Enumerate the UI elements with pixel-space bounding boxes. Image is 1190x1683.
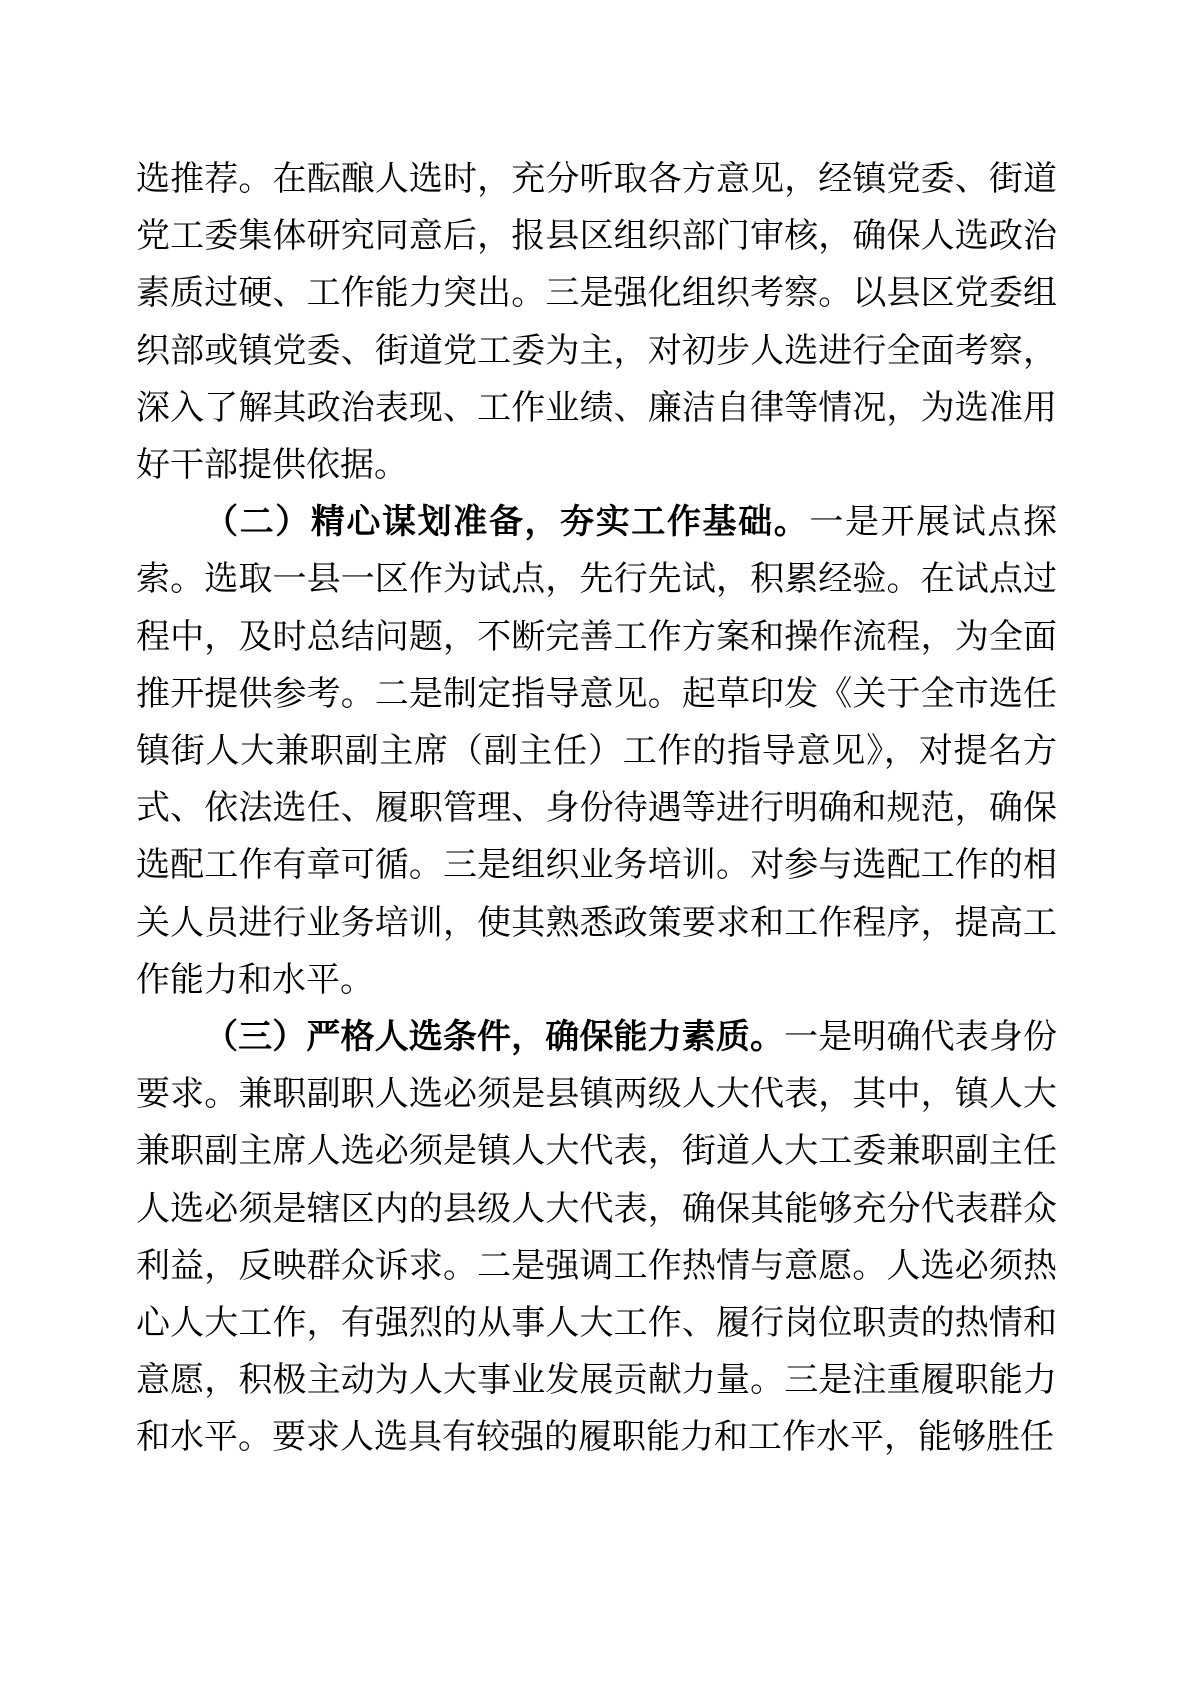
- section-2-heading: （二）精心谋划准备，夯实工作基础。: [204, 504, 810, 542]
- section-3-heading: （三）严格人选条件，确保能力素质。: [204, 1019, 785, 1057]
- paragraph-text: 选推荐。在酝酿人选时，充分听取各方意见，经镇党委、街道党工委集体研究同意后，报县区组织部门审核，确保人选政治素质过硬、工作能力突出。三是强化组织考察。以县区党委组织部或镇党委、街道党工委为主，对初步人选进行全面考察，深入了解其政治表现、工作业绩、廉洁自律等情况，为选准用好干部提供依据。: [136, 161, 1057, 485]
- paragraph-text: 一是明确代表身份要求。兼职副职人选必须是县镇两级人大代表，其中，镇人大兼职副主席人选必须是镇人大代表，街道人大工委兼职副主任人选必须是辖区内的县级人大代表，确保其能够充分代表群众利益，反映群众诉求。二是强调工作热情与意愿。人选必须热心人大工作，有强烈的从事人大工作、履行岗位职责的热情和意愿，积极主动为人大事业发展贡献力量。三是注重履职能力和水平。要求人选具有较强的履职能力和工作水平，能够胜任: [136, 1019, 1057, 1457]
- paragraph-section-2: [136, 494, 1057, 1009]
- paragraph-text: 一是开展试点探索。选取一县一区作为试点，先行先试，积累经验。在试点过程中，及时总结问题，不断完善工作方案和操作流程，为全面推开提供参考。二是制定指导意见。起草印发《关于全市选任镇街人大兼职副主席（副主任）工作的指导意见》，对提名方式、依法选任、履职管理、身份待遇等进行明确和规范，确保选配工作有章可循。三是组织业务培训。对参与选配工作的相关人员进行业务培训，使其熟悉政策要求和工作程序，提高工作能力和水平。: [136, 504, 1058, 999]
- paragraph-section-3: [136, 1009, 1057, 1467]
- document-body: [136, 151, 1057, 1467]
- paragraph-continuation: [136, 151, 1057, 494]
